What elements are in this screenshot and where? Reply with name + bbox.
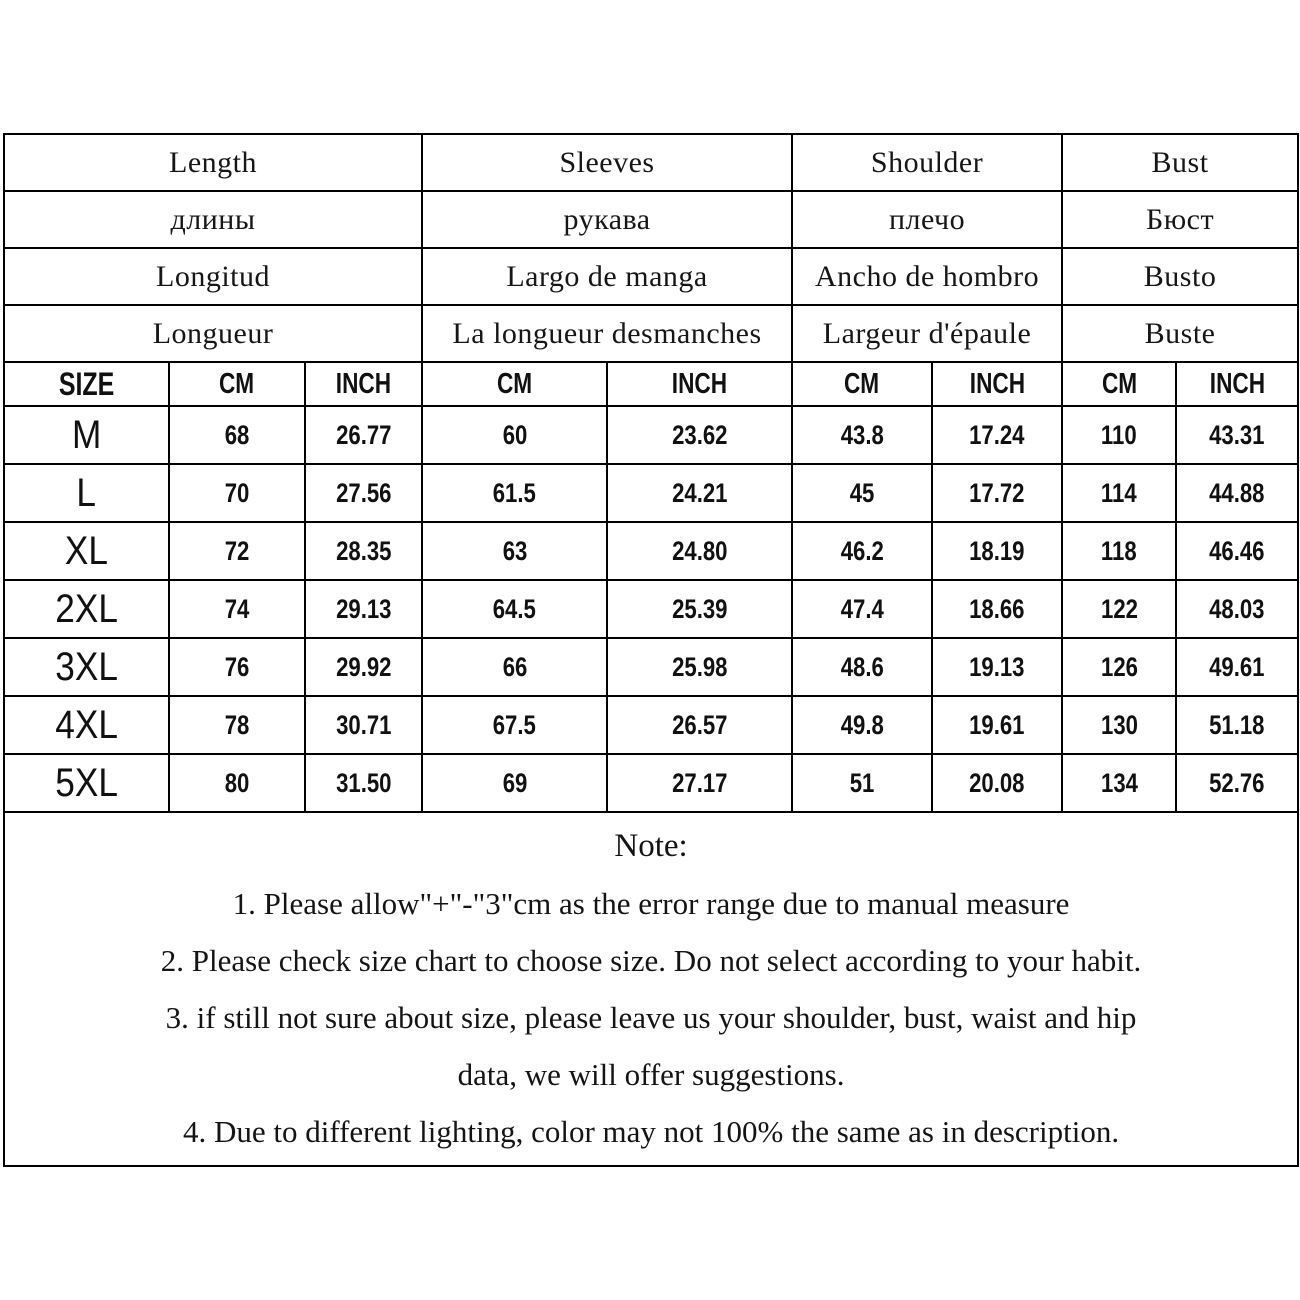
measure-value: 51.18 <box>1209 709 1265 740</box>
bust-header-en-label: Bust <box>1151 145 1209 179</box>
value-cell <box>932 580 1062 638</box>
value-cell <box>305 406 422 464</box>
unit-header-cell <box>169 362 305 406</box>
measure-value: 64.5 <box>492 593 537 624</box>
value-cell <box>932 696 1062 754</box>
measure-value: 76 <box>224 651 250 682</box>
measure-value: 78 <box>224 709 250 740</box>
size-cell <box>4 696 169 754</box>
measure-value: 66 <box>502 651 527 682</box>
size-row-2xl <box>4 580 1298 638</box>
bust-header-es-label: Busto <box>1143 259 1217 293</box>
value-cell <box>422 580 607 638</box>
value-cell <box>932 638 1062 696</box>
shoulder-header-fr-label: Largeur d'épaule <box>822 316 1032 350</box>
note-line-4: 4. Due to different lighting, color may not 100% the same as in description. <box>182 1114 1120 1149</box>
measure-value: 23.62 <box>671 419 728 450</box>
value-cell <box>422 696 607 754</box>
measure-value: 27.56 <box>335 477 392 508</box>
unit-header-cell <box>1176 362 1298 406</box>
sleeves-header-ru-label: рукава <box>563 202 651 236</box>
value-cell <box>1062 754 1176 812</box>
size-value: L <box>76 470 97 515</box>
value-cell <box>932 464 1062 522</box>
unit-header-cell <box>422 362 607 406</box>
measure-value: 49.61 <box>1209 651 1265 682</box>
measure-value: 19.61 <box>969 709 1025 740</box>
measure-value: 29.13 <box>335 593 392 624</box>
value-cell <box>607 406 792 464</box>
value-cell <box>422 464 607 522</box>
value-cell <box>305 580 422 638</box>
measure-value: 74 <box>224 593 250 624</box>
shoulder-header-en-label: Shoulder <box>870 145 984 179</box>
value-cell <box>792 406 932 464</box>
measure-value: 49.8 <box>840 709 884 740</box>
size-value: 4XL <box>55 702 118 747</box>
bust-header-ru-label: Бюст <box>1146 202 1215 236</box>
value-cell <box>305 696 422 754</box>
measure-value: 17.72 <box>969 477 1025 508</box>
length-header-es <box>4 248 422 305</box>
size-chart-table <box>3 133 1299 1167</box>
value-cell <box>169 580 305 638</box>
size-row-4xl <box>4 696 1298 754</box>
value-cell <box>607 638 792 696</box>
measure-value: 20.08 <box>969 767 1025 798</box>
value-cell <box>169 638 305 696</box>
value-cell <box>422 406 607 464</box>
unit-header-cell <box>305 362 422 406</box>
length-header-fr-label: Longueur <box>152 316 274 350</box>
length-header-fr <box>4 305 422 362</box>
shoulder-header-fr <box>792 305 1062 362</box>
measure-value: 27.17 <box>671 767 728 798</box>
measure-value: 19.13 <box>969 651 1025 682</box>
measure-value: 28.35 <box>335 535 392 566</box>
value-cell <box>1176 464 1298 522</box>
measure-value: 17.24 <box>969 419 1025 450</box>
measure-value: 47.4 <box>840 593 884 624</box>
value-cell <box>792 754 932 812</box>
measure-value: 72 <box>224 535 250 566</box>
measure-value: 48.6 <box>840 651 884 682</box>
measure-value: 51 <box>849 767 875 798</box>
measure-value: 122 <box>1100 593 1138 624</box>
unit-header-label: CM <box>219 367 255 400</box>
value-cell <box>169 464 305 522</box>
length-header-es-label: Longitud <box>156 259 271 293</box>
size-row-xl <box>4 522 1298 580</box>
value-cell <box>932 406 1062 464</box>
size-value: M <box>71 412 102 457</box>
size-row-3xl <box>4 638 1298 696</box>
size-cell <box>4 754 169 812</box>
size-header-cell <box>4 362 169 406</box>
value-cell <box>1176 580 1298 638</box>
value-cell <box>1062 406 1176 464</box>
shoulder-header-ru-label: плечо <box>888 202 966 236</box>
size-value: 3XL <box>55 644 118 689</box>
value-cell <box>1176 522 1298 580</box>
sleeves-header-fr-label: La longueur desmanches <box>452 316 762 350</box>
value-cell <box>1062 522 1176 580</box>
unit-header-label: CM <box>496 367 533 400</box>
value-cell <box>422 754 607 812</box>
note-line-1: 1. Please allow"+"-"3"cm as the error range due to manual measure <box>232 886 1070 921</box>
measure-value: 29.92 <box>335 651 392 682</box>
value-cell <box>932 522 1062 580</box>
value-cell <box>1176 754 1298 812</box>
sleeves-header-es-label: Largo de manga <box>506 259 708 293</box>
value-cell <box>607 754 792 812</box>
value-cell <box>305 464 422 522</box>
value-cell <box>1062 696 1176 754</box>
measure-value: 26.77 <box>335 419 392 450</box>
length-header-ru-label: длины <box>170 202 256 236</box>
measure-value: 80 <box>224 767 250 798</box>
header-row-french <box>4 305 1298 362</box>
size-row-5xl <box>4 754 1298 812</box>
measure-value: 43.31 <box>1209 419 1265 450</box>
shoulder-header-en <box>792 134 1062 191</box>
measure-value: 24.80 <box>671 535 728 566</box>
measure-value: 25.98 <box>671 651 728 682</box>
size-value: 2XL <box>55 586 118 631</box>
measure-value: 61.5 <box>492 477 537 508</box>
unit-header-label: CM <box>844 367 880 400</box>
value-cell <box>305 638 422 696</box>
unit-header-cell <box>792 362 932 406</box>
length-header-en <box>4 134 422 191</box>
measure-value: 46.2 <box>840 535 884 566</box>
value-cell <box>305 754 422 812</box>
size-value: 5XL <box>55 760 118 805</box>
value-cell <box>169 522 305 580</box>
measure-value: 63 <box>502 535 527 566</box>
size-cell <box>4 522 169 580</box>
measure-value: 126 <box>1100 651 1138 682</box>
size-cell <box>4 638 169 696</box>
length-header-ru <box>4 191 422 248</box>
value-cell <box>1176 406 1298 464</box>
value-cell <box>1062 638 1176 696</box>
value-cell <box>1176 696 1298 754</box>
note-line-2: 2. Please check size chart to choose size. Do not select according to your habit. <box>160 943 1142 978</box>
sleeves-header-es <box>422 248 792 305</box>
size-value: XL <box>64 528 109 573</box>
measure-value: 46.46 <box>1209 535 1265 566</box>
size-row-l <box>4 464 1298 522</box>
value-cell <box>305 522 422 580</box>
shoulder-header-es <box>792 248 1062 305</box>
bust-header-es <box>1062 248 1298 305</box>
value-cell <box>792 696 932 754</box>
unit-header-label: INCH <box>671 367 728 400</box>
bust-header-en <box>1062 134 1298 191</box>
measure-value: 70 <box>224 477 250 508</box>
unit-header-row <box>4 362 1298 406</box>
value-cell <box>792 522 932 580</box>
value-cell <box>932 754 1062 812</box>
measure-value: 30.71 <box>335 709 392 740</box>
unit-header-label: INCH <box>1209 367 1265 400</box>
measure-value: 44.88 <box>1209 477 1265 508</box>
header-row-english <box>4 134 1298 191</box>
note-line-3: 3. if still not sure about size, please leave us your shoulder, bust, waist and hip <box>165 1000 1137 1035</box>
header-row-russian <box>4 191 1298 248</box>
measure-value: 134 <box>1100 767 1138 798</box>
header-row-spanish <box>4 248 1298 305</box>
value-cell <box>792 638 932 696</box>
sleeves-header-en-label: Sleeves <box>559 145 655 179</box>
measure-value: 60 <box>502 419 527 450</box>
unit-header-label: CM <box>1101 367 1137 400</box>
value-cell <box>169 754 305 812</box>
shoulder-header-ru <box>792 191 1062 248</box>
value-cell <box>607 580 792 638</box>
value-cell <box>422 522 607 580</box>
value-cell <box>792 464 932 522</box>
unit-header-label: INCH <box>969 367 1025 400</box>
value-cell <box>422 638 607 696</box>
note-section <box>4 812 1298 1166</box>
measure-value: 18.19 <box>969 535 1025 566</box>
measure-value: 114 <box>1101 477 1137 508</box>
bust-header-ru <box>1062 191 1298 248</box>
unit-header-cell <box>607 362 792 406</box>
measure-value: 48.03 <box>1209 593 1265 624</box>
measure-value: 26.57 <box>671 709 728 740</box>
unit-header-label: INCH <box>335 367 392 400</box>
unit-header-cell <box>932 362 1062 406</box>
measure-value: 130 <box>1100 709 1138 740</box>
measure-value: 118 <box>1101 535 1137 566</box>
size-row-m <box>4 406 1298 464</box>
value-cell <box>1176 638 1298 696</box>
value-cell <box>169 696 305 754</box>
measure-value: 110 <box>1101 419 1137 450</box>
measure-value: 68 <box>224 419 250 450</box>
measure-value: 52.76 <box>1209 767 1265 798</box>
sleeves-header-ru <box>422 191 792 248</box>
note-title: Note: <box>614 828 688 864</box>
bust-header-fr-label: Buste <box>1144 316 1216 350</box>
value-cell <box>607 696 792 754</box>
value-cell <box>1062 464 1176 522</box>
sleeves-header-en <box>422 134 792 191</box>
measure-value: 25.39 <box>671 593 728 624</box>
size-cell <box>4 464 169 522</box>
value-cell <box>607 522 792 580</box>
bust-header-fr <box>1062 305 1298 362</box>
value-cell <box>607 464 792 522</box>
shoulder-header-es-label: Ancho de hombro <box>814 259 1040 293</box>
value-cell <box>169 406 305 464</box>
measure-value: 24.21 <box>671 477 728 508</box>
size-header-label: SIZE <box>58 365 115 402</box>
measure-value: 67.5 <box>492 709 537 740</box>
measure-value: 18.66 <box>969 593 1025 624</box>
value-cell <box>1062 580 1176 638</box>
measure-value: 31.50 <box>335 767 392 798</box>
sleeves-header-fr <box>422 305 792 362</box>
measure-value: 43.8 <box>840 419 884 450</box>
length-header-en-label: Length <box>169 145 257 179</box>
measure-value: 69 <box>502 767 527 798</box>
measure-value: 45 <box>849 477 875 508</box>
size-cell <box>4 406 169 464</box>
value-cell <box>792 580 932 638</box>
note-line-3-continued: data, we will offer suggestions. <box>457 1057 845 1092</box>
size-cell <box>4 580 169 638</box>
unit-header-cell <box>1062 362 1176 406</box>
note-row <box>4 812 1298 1166</box>
